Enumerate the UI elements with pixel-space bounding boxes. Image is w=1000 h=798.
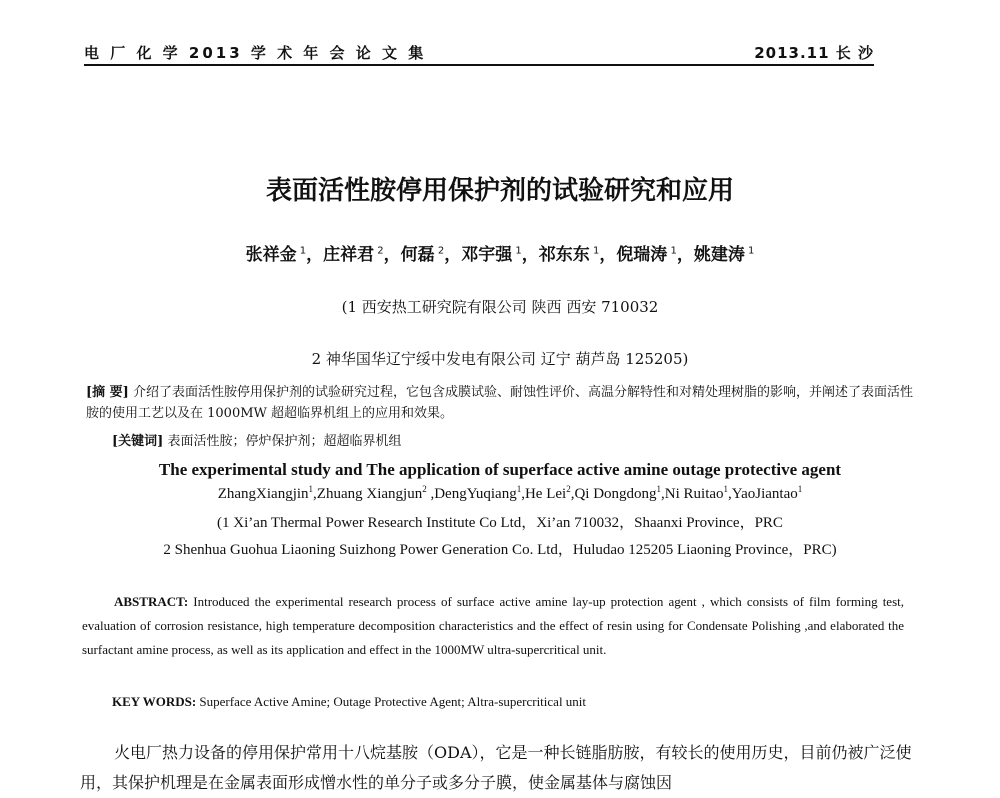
author-affiliation-mark-en: 2 bbox=[422, 484, 427, 494]
author-affiliation-mark: 1 bbox=[589, 245, 600, 257]
header-date-location: 2013.11 长 沙 bbox=[754, 44, 874, 62]
author-affiliation-mark: 1 bbox=[512, 245, 522, 257]
author-name: 倪瑞涛 bbox=[616, 245, 668, 265]
keywords-cn-label: [关键词] bbox=[112, 434, 164, 449]
author-affiliation-mark: 1 bbox=[296, 245, 307, 257]
keywords-cn bbox=[112, 430, 401, 449]
author-name: 何磊 bbox=[400, 245, 435, 265]
affiliation-2-en: 2 Shenhua Guohua Liaoning Suizhong Power Generation Co. Ltd，Huludao 125205 Liaoning Province，PRC) bbox=[163, 542, 837, 558]
author-name: 邓宇强 bbox=[461, 245, 513, 265]
author-name-en: Zhuang Xiangjun bbox=[316, 486, 423, 502]
affiliation-1-cn: (1 西安热工研究院有限公司 陕西 西安 710032 bbox=[341, 298, 659, 316]
keywords-en bbox=[112, 694, 586, 710]
author-affiliation-mark: 1 bbox=[667, 245, 677, 257]
abstract-en-text: Introduced the experimental research process of surface active amine lay-up protection agent , which consists of film forming test, evaluation of corrosion resistance, high temperature decomposition characteristics and the effect of resin using for Condensate Polishing ,and elaborated the surfactant amine process, as well as its application and effect in the 1000MW ultra-supercritical unit. bbox=[82, 594, 904, 657]
keywords-cn-text: 表面活性胺；停炉保护剂；超超临界机组 bbox=[167, 434, 402, 449]
header-rule bbox=[84, 64, 874, 66]
author-name: 张祥金 bbox=[245, 245, 297, 265]
author-affiliation-mark-en: 1 bbox=[723, 484, 729, 494]
abstract-en bbox=[82, 590, 904, 662]
author-list-en: ZhangXiangjin$^1$,Zhuang Xiangjun$^2$ ,DengYuqiang$^1$,He Lei$^2$,Qi Dongdong$^1$,Ni Ruitao$^1$,YaoJiantao$^1$ bbox=[217, 484, 803, 502]
author-affiliation-mark-en: 1 bbox=[308, 484, 314, 494]
keywords-en-text: Superface Active Amine; Outage Protective Agent; Altra-supercritical unit bbox=[199, 694, 587, 709]
author-name-en: DengYuqiang bbox=[434, 486, 517, 502]
abstract-cn-text: 介绍了表面活性胺停用保护剂的试验研究过程，它包含成膜试验、耐蚀性评价、高温分解特性和对精处理树脂的影响，并阐述了表面活性胺的使用工艺以及在 1000MW 超超临界机组上的应用和效果。 bbox=[86, 385, 913, 421]
keywords-en-label: KEY WORDS: bbox=[112, 694, 197, 709]
author-name-en: ZhangXiangjin bbox=[217, 486, 309, 502]
author-affiliation-mark: 2 bbox=[374, 245, 384, 257]
paper-title-en: The experimental study and The application of superface active amine outage protective agent bbox=[158, 460, 842, 479]
affiliation-1-en: (1 Xi’an Thermal Power Research Institute Co Ltd，Xi’an 710032，Shaanxi Province，PRC bbox=[217, 515, 783, 531]
abstract-en-label: ABSTRACT: bbox=[114, 594, 189, 609]
author-affiliation-mark-en: 1 bbox=[656, 484, 662, 494]
author-list: 张祥金 $^1$，庄祥君 $^2$，何磊 $^2$，邓宇强 $^1$，祁东东 $^1$，倪瑞涛 $^1$，姚建涛 $^1$ bbox=[245, 245, 755, 265]
abstract-cn bbox=[86, 382, 916, 424]
paper-title: 表面活性胺停用保护剂的试验研究和应用 bbox=[265, 176, 734, 206]
author-name: 祁东东 bbox=[538, 245, 590, 265]
abstract-cn-label: [摘 要] bbox=[86, 385, 129, 400]
author-name-en: Ni Ruitao bbox=[664, 486, 724, 502]
author-affiliation-mark-en: 1 bbox=[797, 484, 803, 494]
author-affiliation-mark: 2 bbox=[434, 245, 445, 257]
author-name-en: Qi Dongdong bbox=[574, 486, 657, 502]
author-affiliation-mark: 1 bbox=[744, 245, 755, 257]
author-name: 庄祥君 bbox=[323, 245, 375, 265]
author-name: 姚建涛 bbox=[693, 245, 745, 265]
affiliation-2-cn: 2 神华国华辽宁绥中发电有限公司 辽宁 葫芦岛 125205) bbox=[311, 350, 689, 368]
body-paragraph: 火电厂热力设备的停用保护常用十八烷基胺（ODA），它是一种长链脂肪胺，有较长的使用历史，目前仍被广泛使用，其保护机理是在金属表面形成憎水性的单分子或多分子膜，使金属基体与腐蚀因 bbox=[80, 743, 912, 792]
author-name-en: YaoJiantao bbox=[731, 486, 798, 502]
header-proceedings-title: 电 厂 化 学 2013 学 术 年 会 论 文 集 bbox=[84, 44, 427, 62]
author-affiliation-mark-en: 1 bbox=[516, 484, 522, 494]
author-name-en: He Lei bbox=[524, 486, 567, 502]
author-affiliation-mark-en: 2 bbox=[566, 484, 571, 494]
